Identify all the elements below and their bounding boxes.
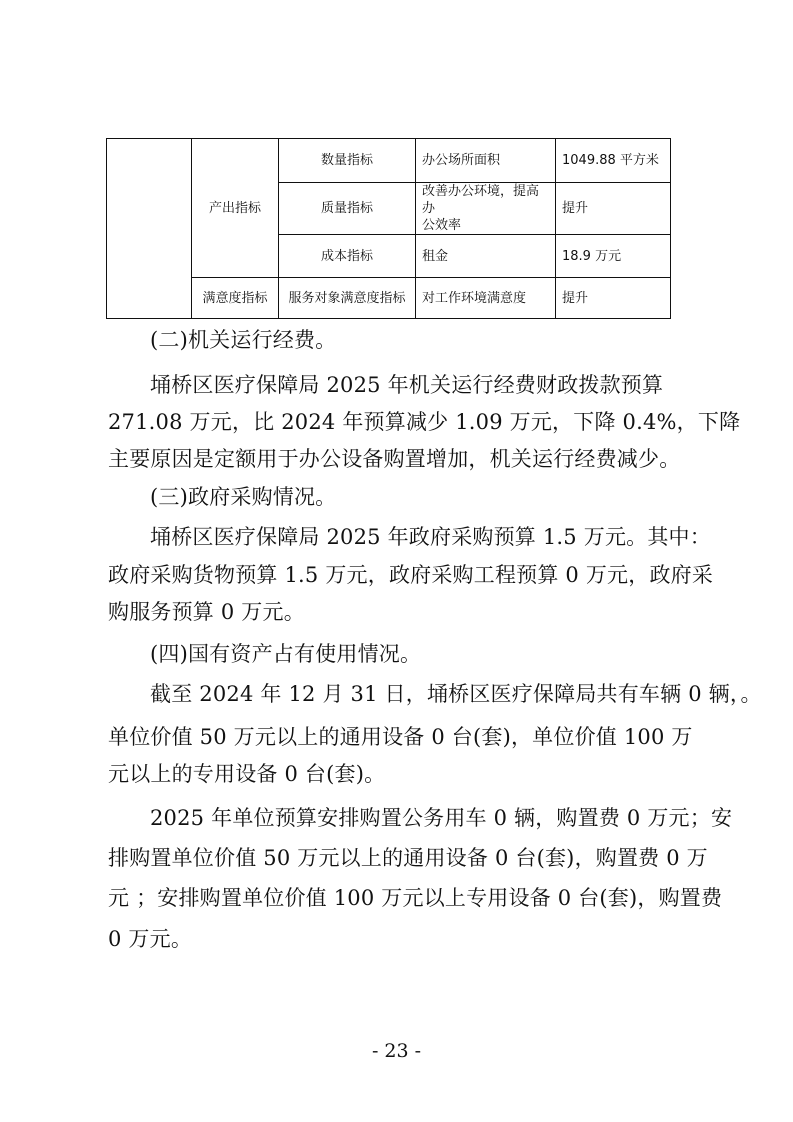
paragraph-line: 主要原因是定额用于办公设备购置增加，机关运行经费减少。 [108, 447, 681, 471]
item-cell: 办公场所面积 [416, 139, 556, 183]
level3-cell: 质量指标 [279, 183, 416, 235]
paragraph-line: 埇桥区医疗保障局 2025 年政府采购预算 1.5 万元。其中： [150, 525, 711, 549]
level1-cell [107, 139, 192, 319]
performance-indicator-table [106, 138, 671, 319]
paragraph-line: 政府采购货物预算 1.5 万元，政府采购工程预算 0 万元，政府采 [108, 563, 714, 587]
item-cell: 租金 [416, 235, 556, 278]
level3-cell: 服务对象满意度指标 [279, 278, 416, 319]
paragraph-line: 埇桥区医疗保障局 2025 年机关运行经费财政拨款预算 [150, 373, 664, 397]
value-cell: 提升 [556, 278, 671, 319]
section-heading-state-assets: (四)国有资产占有使用情况。 [150, 642, 422, 666]
paragraph-line: 截至 2024 年 12 月 31 日，埇桥区医疗保障局共有车辆 0 辆，。 [150, 682, 762, 706]
paragraph-line: 元 ；安排购置单位价值 100 万元以上专用设备 0 台(套)，购置费 [108, 886, 723, 910]
paragraph-line: 排购置单位价值 50 万元以上的通用设备 0 台(套)，购置费 0 万 [108, 846, 708, 870]
paragraph-line: 购服务预算 0 万元。 [108, 600, 305, 624]
level2-cell: 产出指标 [192, 139, 279, 278]
level2-cell: 满意度指标 [192, 278, 279, 319]
item-cell [416, 183, 556, 235]
paragraph-line: 0 万元。 [108, 927, 193, 951]
level3-cell: 数量指标 [279, 139, 416, 183]
item-line: 公效率 [422, 218, 462, 233]
paragraph-line: 元以上的专用设备 0 台(套)。 [108, 762, 386, 786]
value-cell: 提升 [556, 183, 671, 235]
section-heading-running-costs: (二)机关运行经费。 [150, 328, 337, 352]
paragraph-line: 2025 年单位预算安排购置公务用车 0 辆，购置费 0 万元；安 [150, 806, 733, 830]
paragraph-line: 271.08 万元，比 2024 年预算减少 1.09 万元，下降 0.4%，下降 [108, 410, 741, 434]
table-row [107, 278, 671, 319]
table-row [107, 139, 671, 183]
paragraph-line: 单位价值 50 万元以上的通用设备 0 台(套)，单位价值 100 万 [108, 725, 693, 749]
item-cell: 对工作环境满意度 [416, 278, 556, 319]
value-cell: 1049.88 平方米 [556, 139, 671, 183]
item-line: 改善办公环境，提高办 [422, 184, 540, 216]
level3-cell: 成本指标 [279, 235, 416, 278]
section-heading-procurement: (三)政府采购情况。 [150, 485, 337, 509]
value-cell: 18.9 万元 [556, 235, 671, 278]
page-number: - 23 - [371, 1040, 422, 1062]
